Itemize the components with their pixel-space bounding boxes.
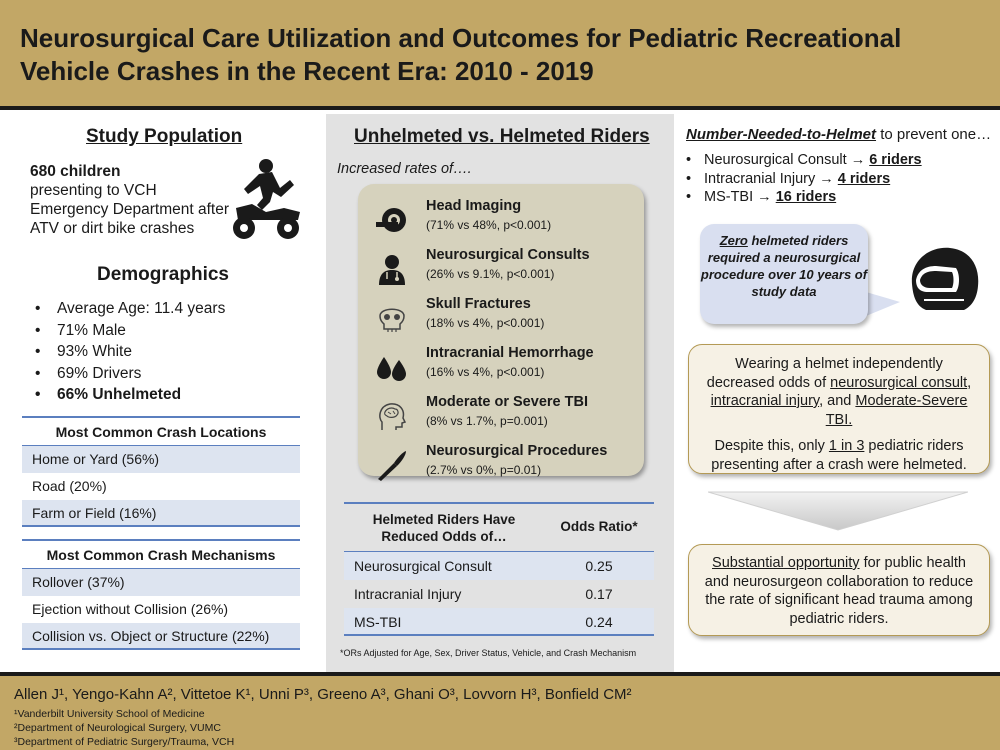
- finding-moderate-severe-tbi: [358, 392, 644, 440]
- list-item: [686, 188, 922, 207]
- findings-panel: [358, 184, 644, 476]
- opportunity-box: [688, 544, 990, 636]
- text-run: pediatric riders presenting after a crash were helmeted.: [711, 438, 967, 473]
- table-row: Collision vs. Object or Structure (22%): [22, 623, 300, 650]
- table-row: Home or Yard (56%): [22, 446, 300, 473]
- nnh-value: 6 riders: [869, 152, 922, 168]
- finding-stat: (18% vs 4%, p<0.001): [426, 316, 545, 330]
- scalpel-icon: [376, 449, 408, 481]
- text-run: Despite this, only: [714, 438, 829, 454]
- study-population-text: [30, 162, 230, 238]
- finding-neurosurgical-consults: [358, 245, 644, 293]
- row-label: MS-TBI: [354, 614, 402, 630]
- column-header: Helmeted Riders Have Reduced Odds of…: [372, 512, 516, 544]
- list-item: • 69% Drivers: [35, 363, 225, 385]
- bubble-text: helmeted riders required a neurosurgical procedure over 10 years of study data: [700, 233, 868, 299]
- finding-name: Head Imaging: [426, 198, 522, 214]
- table-row: Farm or Field (16%): [22, 500, 300, 527]
- affiliation: ³Department of Pediatric Surgery/Trauma, VCH: [14, 736, 235, 748]
- text-run: 1 in 3: [828, 438, 865, 454]
- authors-footer: [0, 672, 1000, 750]
- list-item: • 93% White: [35, 341, 225, 363]
- nnh-value: 4 riders: [837, 170, 891, 187]
- helmet-icon: [906, 244, 982, 318]
- nnh-value: 16 riders: [775, 189, 837, 205]
- finding-stat: (26% vs 9.1%, p<0.001): [426, 267, 555, 281]
- table-header: Most Common Crash Mechanisms: [22, 541, 300, 569]
- nnh-heading-emphasis: Number-Needed-to-Helmet: [686, 126, 877, 143]
- skull-icon: [376, 302, 408, 334]
- finding-stat: (2.7% vs 0%, p=0.01): [426, 463, 542, 477]
- finding-name: Intracranial Hemorrhage: [426, 345, 594, 361]
- finding-head-imaging: [358, 196, 644, 244]
- table-row: Rollover (37%): [22, 569, 300, 596]
- finding-name: Moderate or Severe TBI: [426, 394, 588, 410]
- atv-rider-icon: [226, 158, 308, 244]
- demographics-list: [35, 298, 225, 406]
- nnh-list: [686, 151, 922, 207]
- arrow-icon: →: [850, 152, 866, 168]
- text-run: for public health and neurosurgeon collaboration to reduce the rate of significant head trauma among pediatric riders.: [704, 555, 974, 627]
- left-column: [0, 114, 326, 672]
- finding-stat: (71% vs 48%, p<0.001): [426, 218, 552, 232]
- text-run: Moderate-Severe TBI.: [825, 393, 968, 428]
- list-item: • 66% Unhelmeted: [35, 384, 225, 406]
- arrow-icon: →: [819, 170, 834, 187]
- helmet-finding-text: [703, 355, 975, 429]
- table-row: [344, 580, 654, 608]
- helmet-rate-text: [703, 437, 975, 474]
- demographics-heading: Demographics: [97, 264, 229, 285]
- title-banner: [0, 0, 1000, 110]
- right-column: [674, 114, 1000, 672]
- text-run: Wearing a helmet independently decreased odds of: [706, 356, 943, 391]
- finding-neurosurgical-procedures: [358, 441, 644, 489]
- list-item: [686, 170, 922, 189]
- nnh-heading: [686, 126, 991, 143]
- row-value: 0.25: [585, 558, 613, 574]
- arrow-icon: →: [757, 189, 772, 205]
- nnh-label: Intracranial Injury: [704, 170, 816, 187]
- table-header: [344, 504, 654, 552]
- list-item: • Average Age: 11.4 years: [35, 298, 225, 320]
- brain-head-icon: [376, 400, 408, 432]
- children-count: 680 children: [30, 163, 121, 180]
- finding-skull-fractures: [358, 294, 644, 342]
- author-list: Allen J¹, Yengo-Kahn A², Vittetoe K¹, Unni P³, Greeno A³, Ghani O³, Lovvorn H³, Bonfield CM²: [14, 686, 632, 703]
- speech-bubble: [700, 224, 868, 324]
- row-value: 0.17: [585, 586, 613, 602]
- table-row: [344, 608, 654, 636]
- table-row: Road (20%): [32, 478, 107, 494]
- study-population-heading: Study Population: [86, 126, 243, 147]
- blood-drops-icon: [376, 351, 408, 383]
- finding-name: Skull Fractures: [426, 296, 531, 312]
- column-header: Odds Ratio*: [560, 519, 638, 534]
- nnh-label: Neurosurgical Consult: [704, 152, 847, 168]
- zero-emphasis: Zero: [719, 233, 748, 248]
- comparison-heading: Unhelmeted vs. Helmeted Riders: [354, 126, 650, 147]
- text-run: , and: [819, 393, 856, 409]
- crash-mechanisms-table: [22, 539, 300, 650]
- speech-bubble-tail: [866, 292, 900, 316]
- finding-name: Neurosurgical Consults: [426, 247, 590, 263]
- table-row: Ejection without Collision (26%): [32, 601, 229, 617]
- table-row: [344, 552, 654, 580]
- poster-title: Neurosurgical Care Utilization and Outcomes for Pediatric Recreational Vehicle Crashes in the Recent Era: 2010 - 2019: [20, 23, 902, 86]
- nnh-label: MS-TBI: [704, 189, 754, 205]
- crash-locations-table: [22, 416, 300, 527]
- row-label: Neurosurgical Consult: [354, 558, 492, 574]
- text-run: neurosurgical consult: [830, 374, 968, 391]
- row-value: 0.24: [585, 614, 613, 630]
- finding-intracranial-hemorrhage: [358, 343, 644, 391]
- affiliation: ²Department of Neurological Surgery, VUMC: [14, 722, 221, 734]
- population-description: presenting to VCH Emergency Department after ATV or dirt bike crashes: [30, 182, 230, 237]
- row-label: Intracranial Injury: [354, 586, 462, 602]
- affiliation: ¹Vanderbilt University School of Medicine: [14, 708, 205, 720]
- doctor-icon: [376, 253, 408, 285]
- list-item: • 71% Male: [35, 320, 225, 342]
- list-item: [686, 151, 922, 170]
- comparison-subheading: Increased rates of….: [337, 161, 472, 177]
- table-header: Most Common Crash Locations: [22, 418, 300, 446]
- text-run: intracranial injury: [710, 393, 820, 409]
- ct-scanner-icon: [376, 204, 408, 236]
- finding-stat: (8% vs 1.7%, p=0.001): [426, 414, 548, 428]
- finding-stat: (16% vs 4%, p<0.001): [426, 365, 545, 379]
- helmet-finding-box: [688, 344, 990, 474]
- finding-name: Neurosurgical Procedures: [426, 443, 608, 459]
- nnh-heading-rest: to prevent one…: [876, 126, 992, 143]
- chevron-down-icon: [708, 490, 968, 532]
- odds-ratio-table: [344, 502, 654, 636]
- text-run: ,: [967, 374, 972, 391]
- middle-column: [326, 114, 674, 672]
- text-run: Substantial opportunity: [712, 555, 860, 571]
- odds-footnote: *ORs Adjusted for Age, Sex, Driver Status, Vehicle, and Crash Mechanism: [340, 648, 637, 658]
